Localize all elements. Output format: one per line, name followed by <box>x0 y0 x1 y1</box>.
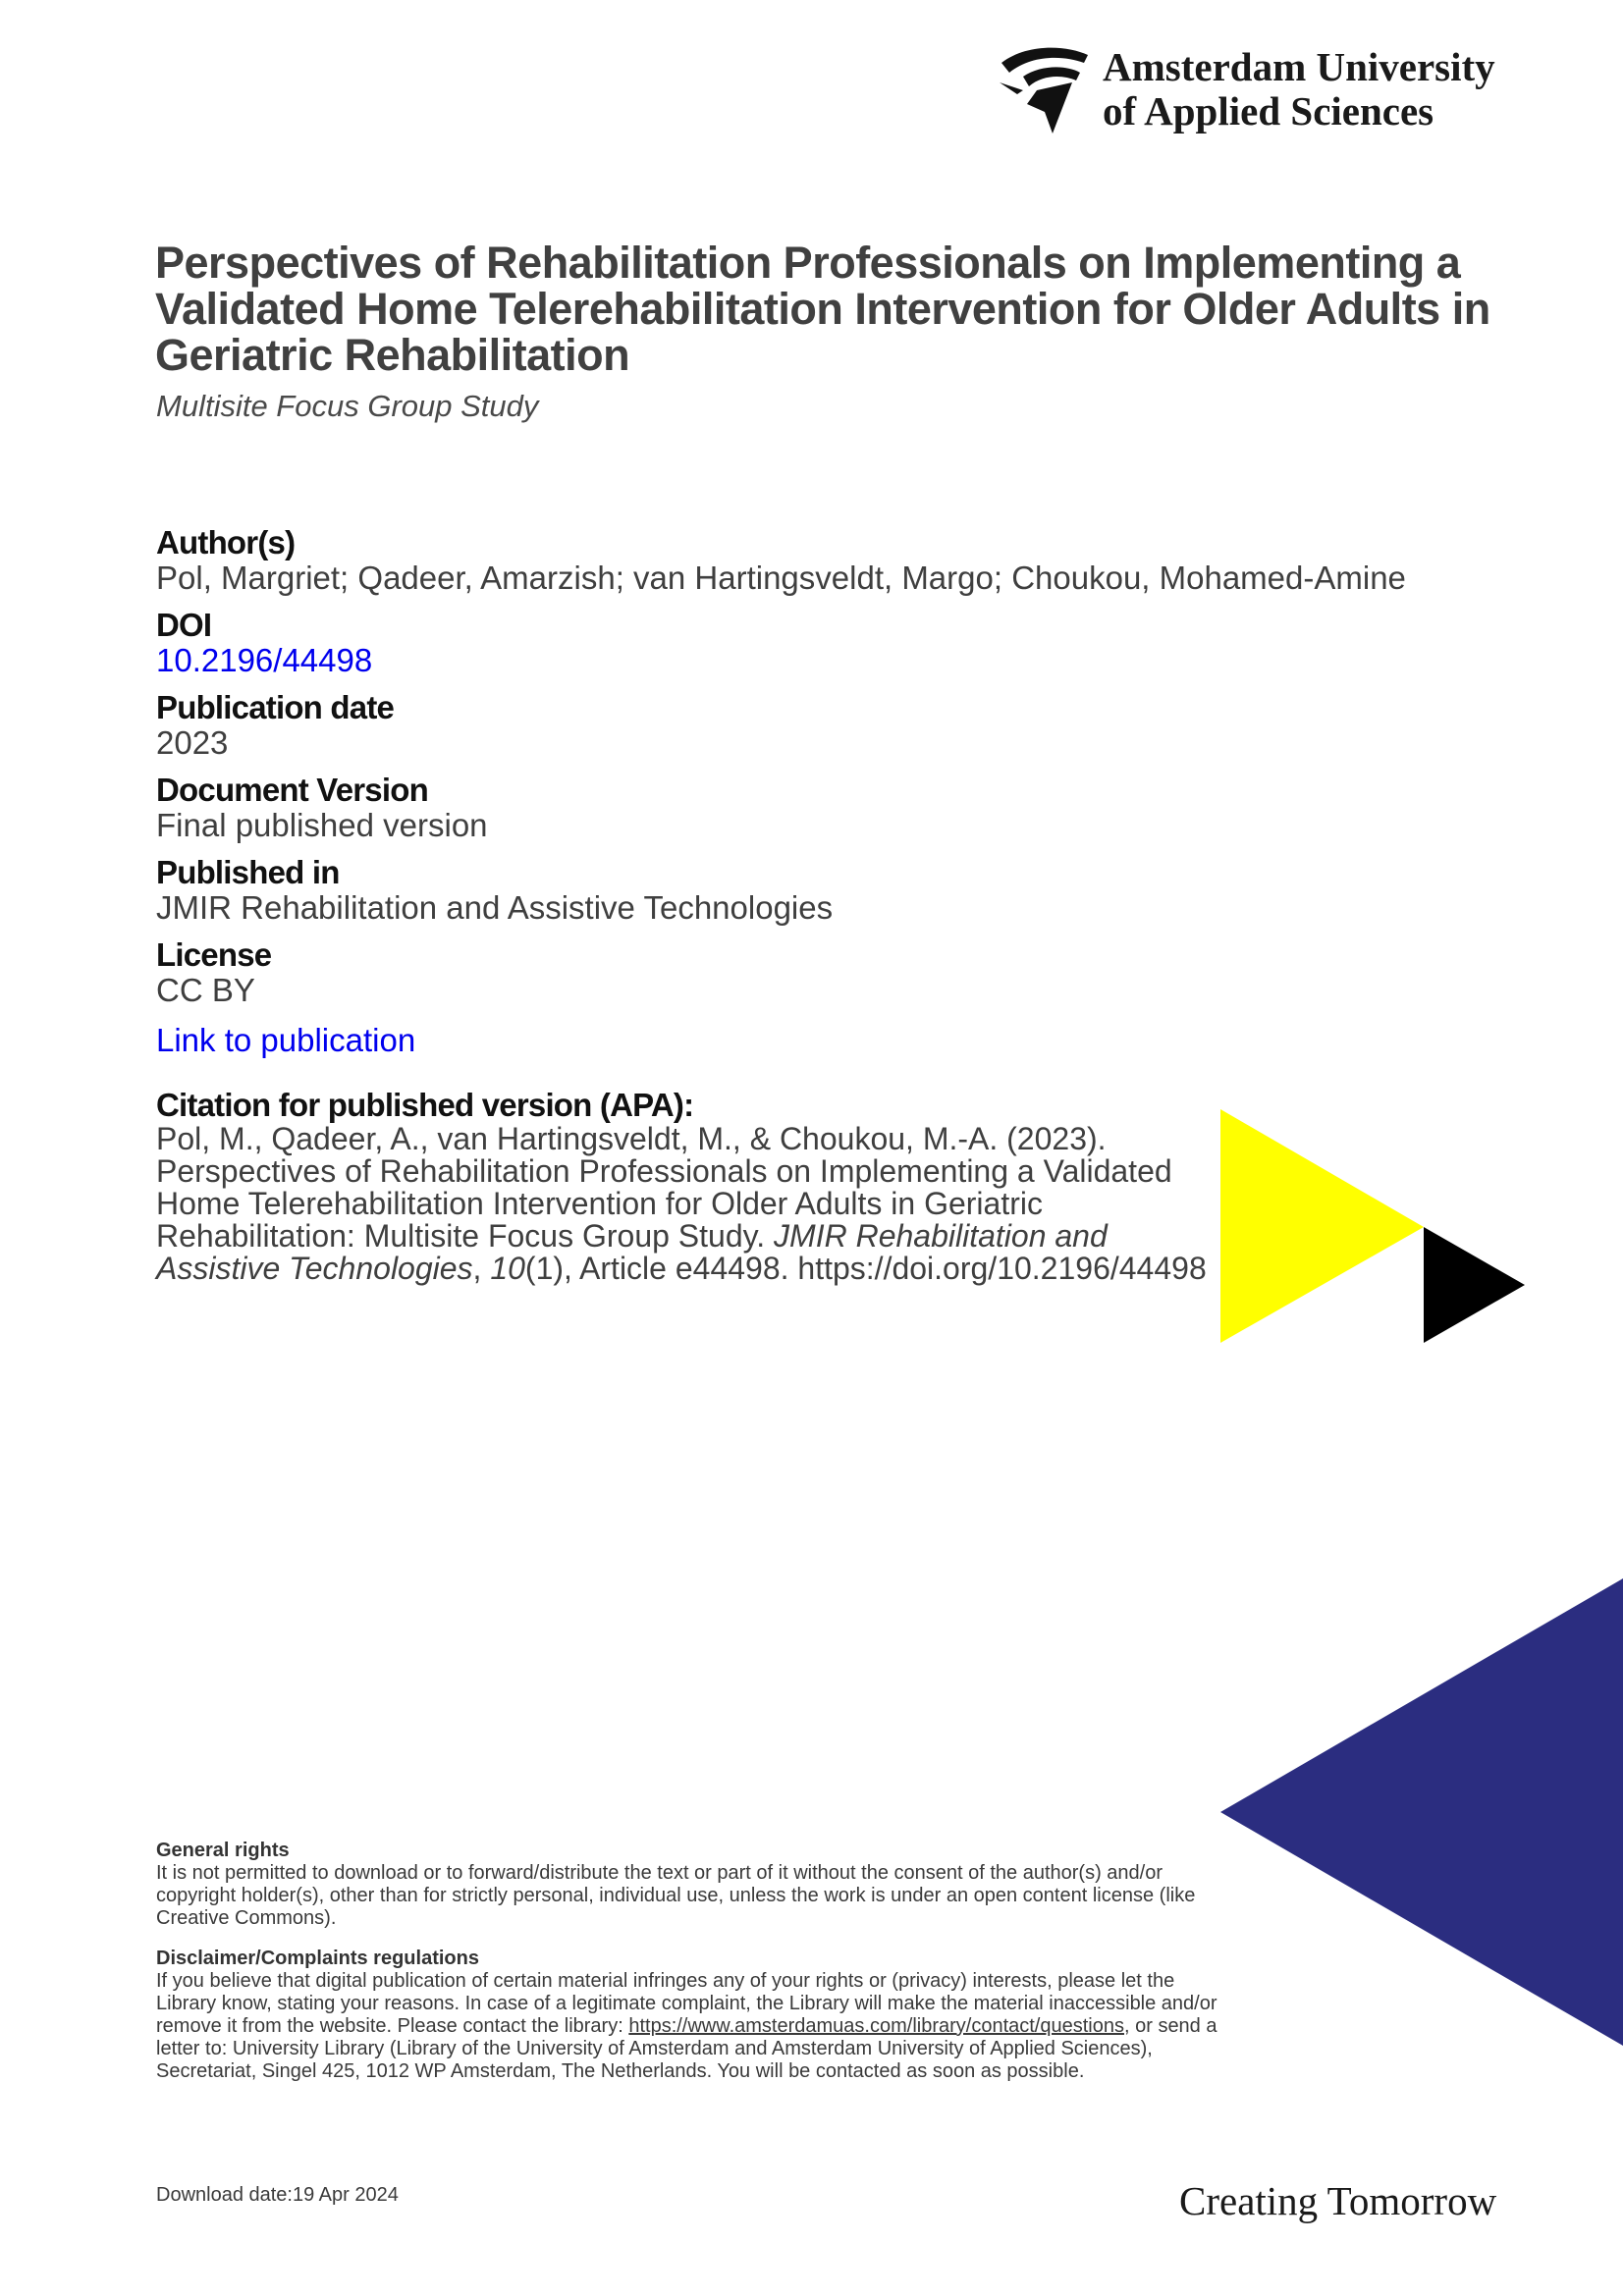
general-rights-text: It is not permitted to download or to forward/distribute the text or part of it without the consent of the author(s) and/or copyright holder(s), other than for strictly personal, individual use, unless the work is under an open content license (like Creative Commons). <box>156 1862 1196 1929</box>
disclaimer-text <box>156 1970 1226 2083</box>
published-in-label: Published in <box>156 854 340 890</box>
university-name <box>1103 45 1613 133</box>
yellow-triangle <box>1220 1109 1424 1343</box>
black-triangle <box>1424 1227 1525 1343</box>
disclaimer-text-part2: , or send a letter to: University Library (Library of the University of Amsterdam and Amsterdam University of Applied Sciences), Secretariat, Singel 425, 1012 WP Amsterdam, The Netherlands. You will be contacted as soon as possible. <box>156 2015 1217 2082</box>
general-rights-heading: General rights <box>156 1840 290 1861</box>
download-date: Download date:19 Apr 2024 <box>156 2184 399 2206</box>
document-version-label: Document Version <box>156 772 428 808</box>
citation-volume: 10 <box>490 1251 525 1286</box>
citation-text <box>156 1123 1217 1285</box>
citation-block <box>156 1088 1217 1285</box>
citation-heading: Citation for published version (APA): <box>156 1087 694 1123</box>
disclaimer-heading: Disclaimer/Complaints regulations <box>156 1948 479 1969</box>
publication-date-value: 2023 <box>156 724 229 761</box>
authors-label: Author(s) <box>156 524 296 561</box>
tagline: Creating Tomorrow <box>1179 2178 1497 2223</box>
disclaimer-text-part1: If you believe that digital publication of certain material infringes any of your rights or (privacy) interests, please let the Library know, stating your reasons. In case of a legitimate complaint, the Library will make the material inaccessible and/or remove it from the website. Please contact the library: <box>156 1970 1217 2037</box>
general-rights <box>156 1840 1226 1930</box>
publication-date-label: Publication date <box>156 689 395 725</box>
license-label: License <box>156 936 272 973</box>
university-name-line2: of Applied Sciences <box>1103 88 1434 133</box>
paper-subtitle: Multisite Focus Group Study <box>156 389 539 423</box>
rights-section <box>156 1840 1226 2101</box>
authors-value: Pol, Margriet; Qadeer, Amarzish; van Hartingsveldt, Margo; Choukou, Mohamed-Amine <box>156 560 1406 596</box>
paper-title: Perspectives of Rehabilitation Professionals on Implementing a Validated Home Telerehabilitation Intervention for Older Adults in Geriatric Rehabilitation <box>155 238 1490 380</box>
publication-metadata <box>156 525 1433 1059</box>
citation-journal: JMIR Rehabilitation and Assistive Technologies <box>156 1218 1108 1286</box>
document-version-value: Final published version <box>156 807 488 843</box>
citation-part1: Pol, M., Qadeer, A., van Hartingsveldt, M., & Choukou, M.-A. (2023). Perspectives of Rehabilitation Professionals on Implementing a Validated Home Telerehabilitation Intervention for Older Adults in Geriatric Rehabilitation: Multisite Focus Group Study. <box>156 1121 1172 1254</box>
doi-label: DOI <box>156 607 212 643</box>
citation-part2: (1), Article e44498. https://doi.org/10.2196/44498 <box>524 1251 1207 1286</box>
navy-triangle <box>1220 1578 1623 2046</box>
doi-link[interactable]: 10.2196/44498 <box>156 642 373 678</box>
university-name-line1: Amsterdam University <box>1103 44 1495 89</box>
citation-separator: , <box>472 1251 491 1286</box>
disclaimer <box>156 1948 1226 2083</box>
university-logo-icon <box>998 43 1090 133</box>
published-in-value: JMIR Rehabilitation and Assistive Technologies <box>156 889 834 926</box>
library-contact-link[interactable]: https://www.amsterdamuas.com/library/contact/questions <box>628 2015 1124 2037</box>
link-to-publication[interactable]: Link to publication <box>156 1022 416 1058</box>
license-value: CC BY <box>156 972 255 1008</box>
